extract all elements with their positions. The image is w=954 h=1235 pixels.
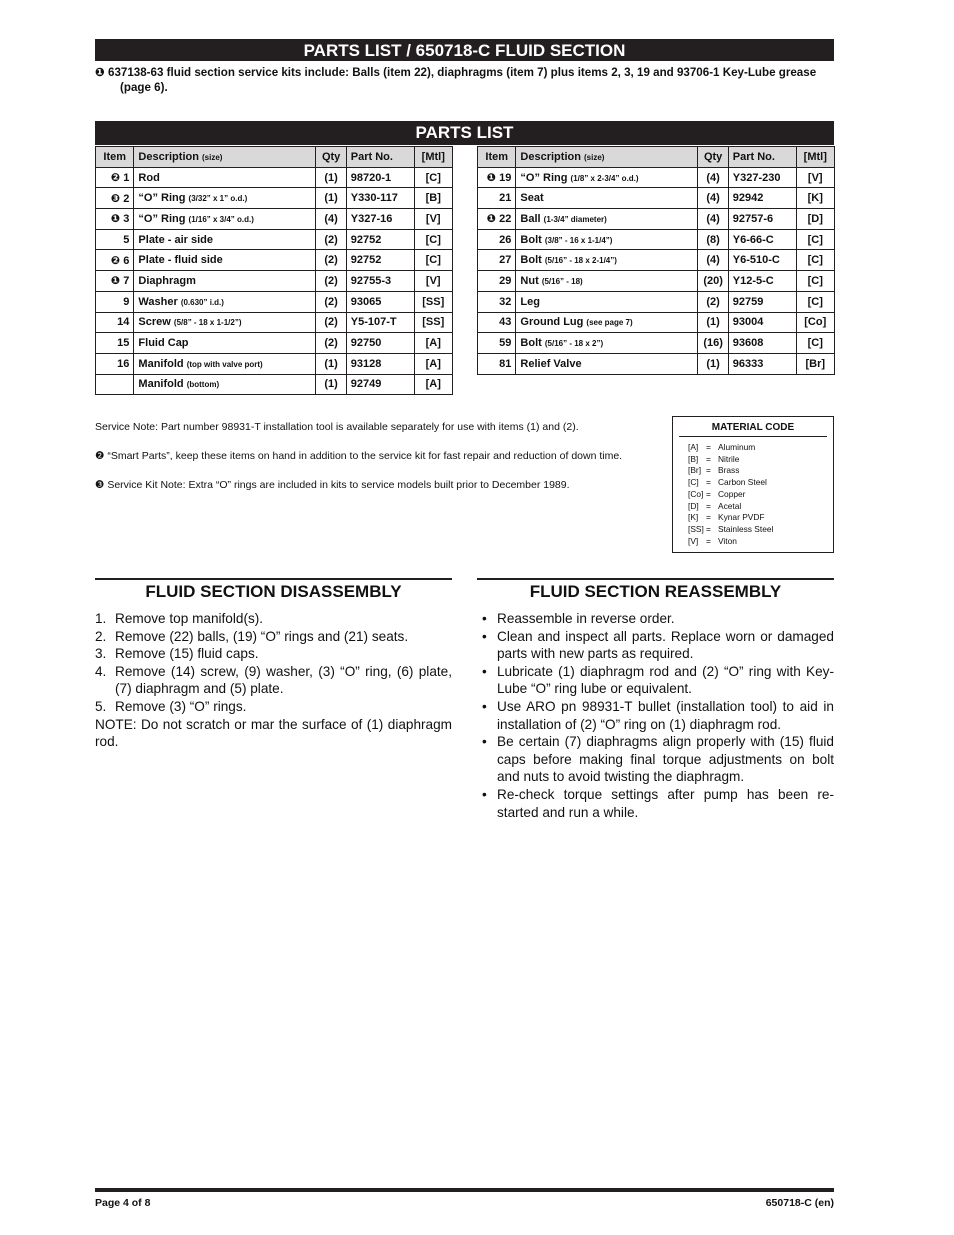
description-text: Plate - fluid side: [138, 254, 223, 267]
table-row: [478, 167, 835, 188]
description-cell: [134, 353, 316, 374]
kit-number-icon: ❶: [95, 66, 105, 79]
reassembly-steps: [477, 610, 834, 821]
item-number: 22: [499, 213, 512, 226]
part-number-cell: 92750: [346, 333, 414, 354]
description-cell: [134, 271, 316, 292]
item-cell: [96, 229, 134, 250]
material-code-item: [688, 465, 833, 477]
material-cell: [C]: [414, 250, 452, 271]
kit-note: [95, 65, 835, 95]
qty-cell: (1): [316, 167, 346, 188]
disassembly-note: NOTE: Do not scratch or mar the surface of (1) diaphragm rod.: [95, 716, 452, 750]
part-number-cell: 92757-6: [728, 209, 796, 230]
footer-rule: [95, 1188, 834, 1192]
item-number: 21: [499, 192, 512, 205]
step-text: Reassemble in reverse order.: [497, 611, 675, 626]
reassembly-heading: FLUID SECTION REASSEMBLY: [477, 578, 834, 604]
description-cell: [516, 271, 698, 292]
step-number: 5.: [95, 698, 107, 714]
step-text: Lubricate (1) diaphragm rod and (2) “O” ring with Key-Lube “O” ring lube or equivalent.: [497, 663, 834, 697]
material-cell: [D]: [796, 209, 834, 230]
item-number: 14: [117, 316, 130, 329]
part-marker-icon: ❶: [486, 213, 497, 226]
table-row: [96, 188, 453, 209]
list-item: [95, 645, 452, 663]
qty-cell: (2): [316, 271, 346, 292]
size-text: (see page 7): [586, 318, 633, 328]
material-code: [Br]: [688, 465, 702, 476]
material-cell: [C]: [796, 333, 834, 354]
equals-sign: =: [706, 523, 711, 534]
part-number-cell: 92752: [346, 250, 414, 271]
step-number: 3.: [95, 646, 107, 662]
bullet-icon: •: [482, 663, 487, 679]
material-cell: [A]: [414, 353, 452, 374]
part-number-cell: 93128: [346, 353, 414, 374]
material-name: Carbon Steel: [718, 477, 767, 488]
material-name: Aluminum: [718, 442, 756, 452]
size-text: (0.630” i.d.): [180, 297, 224, 307]
description-text: “O” Ring: [520, 171, 568, 184]
equals-sign: =: [706, 535, 711, 546]
material-cell: [C]: [414, 229, 452, 250]
part-marker-icon: ❷: [110, 254, 121, 267]
description-cell: [134, 312, 316, 333]
material-code-item: [688, 524, 833, 536]
list-item: [95, 663, 452, 698]
table-row: [478, 250, 835, 271]
qty-cell: (2): [316, 229, 346, 250]
item-cell: [96, 271, 134, 292]
page-title: PARTS LIST / 650718-C FLUID SECTION: [95, 39, 834, 61]
item-number: 1: [123, 172, 130, 185]
qty-cell: (8): [698, 229, 728, 250]
item-cell: [96, 374, 134, 395]
step-text: Remove top manifold(s).: [115, 611, 264, 626]
material-cell: [A]: [414, 333, 452, 354]
list-item: [477, 698, 834, 733]
table-row: [96, 374, 453, 395]
item-number: 43: [499, 316, 512, 329]
material-cell: [C]: [796, 291, 834, 312]
qty-cell: (2): [316, 333, 346, 354]
service-notes: [95, 420, 655, 507]
description-text: Bolt: [520, 254, 542, 267]
material-cell: [V]: [414, 271, 452, 292]
description-cell: [516, 291, 698, 312]
description-cell: [134, 291, 316, 312]
parts-table-left: [95, 146, 453, 395]
description-text: Rod: [138, 171, 160, 184]
qty-cell: (1): [698, 353, 728, 374]
size-text: (3/8” - 16 x 1-1/4”): [544, 235, 613, 245]
list-item: [477, 786, 834, 821]
material-code: [A]: [688, 442, 699, 452]
equals-sign: =: [706, 488, 711, 499]
equals-sign: =: [706, 453, 711, 464]
disassembly-section: [95, 578, 452, 751]
kit-note-icon: ❸: [95, 479, 105, 491]
step-text: Remove (14) screw, (9) washer, (3) “O” ring, (6) plate, (7) diaphragm and (5) plate.: [115, 663, 452, 697]
material-cell: [A]: [414, 374, 452, 395]
item-cell: [478, 333, 516, 354]
item-cell: [478, 353, 516, 374]
description-cell: [516, 229, 698, 250]
bullet-icon: •: [482, 698, 487, 714]
qty-cell: (2): [316, 250, 346, 271]
material-name: Copper: [718, 488, 746, 499]
item-number: 15: [117, 337, 130, 350]
description-text: Manifold: [138, 357, 184, 370]
material-code: [K]: [688, 512, 699, 523]
material-code-box: [672, 416, 834, 553]
item-cell: [96, 167, 134, 188]
size-text: (5/16” - 18): [541, 276, 583, 286]
material-code-item: [688, 454, 833, 466]
equals-sign: =: [706, 465, 711, 476]
equals-sign: =: [706, 512, 711, 523]
material-code: [C]: [688, 477, 699, 488]
description-text: Ball: [520, 212, 541, 225]
table-header-row: [478, 147, 835, 168]
step-number: 4.: [95, 663, 107, 679]
item-number: 2: [123, 192, 130, 205]
smart-parts-note: ❷ “Smart Parts”, keep these items on hand in addition to the service kit for fast repair and reduction of down time.: [95, 450, 623, 462]
description-cell: [516, 188, 698, 209]
size-text: (bottom): [186, 380, 220, 390]
part-number-cell: Y6-66-C: [728, 229, 796, 250]
material-cell: [V]: [796, 167, 834, 188]
equals-sign: =: [706, 500, 711, 511]
table-row: [96, 312, 453, 333]
part-number-cell: 98720-1: [346, 167, 414, 188]
description-text: Relief Valve: [520, 357, 582, 370]
part-number-cell: Y330-117: [346, 188, 414, 209]
description-text: Bolt: [520, 337, 542, 350]
description-cell: [516, 312, 698, 333]
list-item: [95, 610, 452, 628]
item-number: 9: [123, 295, 130, 308]
qty-cell: (20): [698, 271, 728, 292]
size-text: (5/8” - 18 x 1-1/2”): [173, 318, 242, 328]
smart-parts-icon: ❷: [95, 450, 105, 462]
description-cell: [516, 167, 698, 188]
item-number: 19: [499, 172, 512, 185]
part-number-cell: Y12-5-C: [728, 271, 796, 292]
list-item: [477, 628, 834, 663]
table-row: [96, 250, 453, 271]
item-number: 16: [117, 357, 130, 370]
description-text: “O” Ring: [138, 192, 186, 205]
material-code-item: [688, 442, 833, 454]
table-row: [478, 353, 835, 374]
table-row: [96, 209, 453, 230]
step-text: Remove (22) balls, (19) “O” rings and (21) seats.: [115, 628, 409, 644]
material-name: Stainless Steel: [718, 523, 774, 534]
qty-cell: (2): [698, 291, 728, 312]
item-number: 6: [123, 254, 130, 267]
item-cell: [478, 167, 516, 188]
table-row: [478, 333, 835, 354]
table-row: [96, 229, 453, 250]
material-cell: [C]: [796, 271, 834, 292]
material-cell: [SS]: [414, 291, 452, 312]
material-name: Viton: [718, 535, 737, 546]
disassembly-heading: FLUID SECTION DISASSEMBLY: [95, 578, 452, 604]
part-marker-icon: ❶: [486, 172, 497, 185]
part-marker-icon: ❶: [110, 275, 121, 288]
qty-cell: (16): [698, 333, 728, 354]
size-text: (1-3/4” diameter): [543, 214, 607, 224]
description-text: Nut: [520, 274, 539, 287]
col-qty: Qty: [316, 147, 346, 168]
table-row: [96, 353, 453, 374]
description-cell: [516, 209, 698, 230]
description-text: Screw: [138, 316, 171, 329]
part-number-cell: 92752: [346, 229, 414, 250]
item-number: 59: [499, 337, 512, 350]
item-number: 27: [499, 254, 512, 267]
step-text: Remove (3) “O” rings.: [115, 698, 247, 714]
part-marker-icon: ❷: [110, 172, 121, 185]
item-cell: [96, 250, 134, 271]
table-row: [96, 291, 453, 312]
description-text: Diaphragm: [138, 274, 196, 287]
material-name: Nitrile: [718, 453, 740, 464]
qty-cell: (4): [698, 167, 728, 188]
item-cell: [478, 312, 516, 333]
description-cell: [134, 209, 316, 230]
size-text: (5/16” - 18 x 2-1/4”): [544, 256, 617, 266]
item-number: 81: [499, 357, 512, 370]
description-text: Washer: [138, 295, 178, 308]
table-header-row: [96, 147, 453, 168]
disassembly-steps: [95, 610, 452, 716]
qty-cell: (4): [698, 250, 728, 271]
step-text: Clean and inspect all parts. Replace worn or damaged parts with new parts as required.: [497, 628, 834, 662]
item-cell: [478, 188, 516, 209]
description-cell: [134, 229, 316, 250]
material-cell: [B]: [414, 188, 452, 209]
table-row: [478, 291, 835, 312]
bullet-icon: •: [482, 734, 487, 750]
material-code: [D]: [688, 500, 699, 511]
material-code: [B]: [688, 453, 699, 464]
item-cell: [478, 209, 516, 230]
table-row: [478, 312, 835, 333]
table-row: [96, 333, 453, 354]
description-text: Fluid Cap: [138, 337, 189, 350]
qty-cell: (1): [316, 374, 346, 395]
document-number: 650718-C (en): [765, 1197, 834, 1209]
list-item: [477, 733, 834, 786]
qty-cell: (2): [316, 312, 346, 333]
kit-service-note: ❸ Service Kit Note: Extra “O” rings are included in kits to service models built prior to December 1989.: [95, 479, 570, 491]
material-code-item: [688, 489, 833, 501]
description-cell: [134, 167, 316, 188]
part-number-cell: Y6-510-C: [728, 250, 796, 271]
qty-cell: (4): [316, 209, 346, 230]
parts-list-heading: PARTS LIST: [95, 121, 834, 145]
table-row: [478, 209, 835, 230]
step-text: Remove (15) fluid caps.: [115, 646, 259, 662]
bullet-icon: •: [482, 628, 487, 644]
part-number-cell: 92749: [346, 374, 414, 395]
table-row: [96, 271, 453, 292]
size-text: (1/8” x 2-3/4” o.d.): [570, 173, 639, 183]
item-cell: [96, 312, 134, 333]
step-number: 1.: [95, 611, 107, 626]
material-cell: [C]: [796, 250, 834, 271]
step-text: Be certain (7) diaphragms align properly with (15) fluid caps before making final torque adjustments on bolt and nuts to avoid twisting the diaphragm.: [497, 734, 834, 785]
part-number-cell: 93004: [728, 312, 796, 333]
parts-table-right: [477, 146, 835, 375]
material-cell: [C]: [414, 167, 452, 188]
description-cell: [516, 250, 698, 271]
part-number-cell: 93065: [346, 291, 414, 312]
equals-sign: =: [706, 442, 711, 452]
col-item: Item: [478, 147, 516, 168]
size-text: (top with valve port): [186, 359, 263, 369]
description-cell: [516, 333, 698, 354]
col-item: Item: [96, 147, 134, 168]
material-cell: [K]: [796, 188, 834, 209]
equals-sign: =: [706, 477, 711, 488]
item-cell: [96, 353, 134, 374]
step-text: Use ARO pn 98931-T bullet (installation tool) to aid in installation of (2) “O” ring on (1) diaphragm rod.: [497, 698, 834, 732]
step-number: 2.: [95, 628, 107, 644]
description-text: Plate - air side: [138, 233, 214, 246]
qty-cell: (1): [316, 188, 346, 209]
table-row: [478, 271, 835, 292]
material-cell: [SS]: [414, 312, 452, 333]
list-item: [95, 698, 452, 716]
item-cell: [478, 250, 516, 271]
size-text: (5/16” - 18 x 2”): [544, 339, 604, 349]
description-cell: [134, 374, 316, 395]
part-number-cell: 96333: [728, 353, 796, 374]
material-code: [SS]: [688, 523, 704, 534]
description-cell: [134, 250, 316, 271]
item-number: 29: [499, 274, 512, 287]
part-number-cell: Y327-230: [728, 167, 796, 188]
item-number: 26: [499, 233, 512, 246]
list-item: [477, 610, 834, 628]
description-text: Bolt: [520, 233, 542, 246]
item-cell: [96, 333, 134, 354]
material-code: [Co]: [688, 488, 704, 499]
item-number: 7: [123, 275, 130, 288]
description-cell: [516, 353, 698, 374]
material-name: Kynar PVDF: [718, 512, 765, 523]
material-code: [V]: [688, 535, 699, 546]
part-number-cell: Y5-107-T: [346, 312, 414, 333]
col-part-no: Part No.: [346, 147, 414, 168]
description-text: Manifold: [138, 378, 184, 391]
material-code-item: [688, 512, 833, 524]
item-number: 32: [499, 295, 512, 308]
part-number-cell: 92942: [728, 188, 796, 209]
table-row: [478, 229, 835, 250]
item-number: 3: [123, 213, 130, 226]
material-cell: [Br]: [796, 353, 834, 374]
material-code-list: [688, 442, 833, 547]
item-cell: [96, 188, 134, 209]
material-cell: [Co]: [796, 312, 834, 333]
list-item: [477, 663, 834, 698]
list-item: [95, 628, 452, 646]
material-cell: [C]: [796, 229, 834, 250]
col-qty: Qty: [698, 147, 728, 168]
part-marker-icon: ❶: [110, 213, 121, 226]
col-part-no: Part No.: [728, 147, 796, 168]
qty-cell: (1): [698, 312, 728, 333]
table-row: [478, 188, 835, 209]
col-description: Description (size): [516, 147, 698, 168]
item-cell: [96, 291, 134, 312]
qty-cell: (1): [316, 353, 346, 374]
col-mtl: [Mtl]: [414, 147, 452, 168]
material-code-item: [688, 536, 833, 548]
table-row: [96, 167, 453, 188]
size-text: (1/16” x 3/4” o.d.): [188, 214, 254, 224]
item-number: 5: [123, 233, 130, 246]
description-cell: [134, 333, 316, 354]
part-marker-icon: ❸: [110, 192, 121, 205]
item-cell: [96, 209, 134, 230]
col-description: Description (size): [134, 147, 316, 168]
part-number-cell: 92759: [728, 291, 796, 312]
item-cell: [478, 291, 516, 312]
step-text: Re-check torque settings after pump has been re-started and run a while.: [497, 786, 834, 820]
bullet-icon: •: [482, 786, 487, 802]
reassembly-section: [477, 578, 834, 821]
kit-note-text: 637138-63 fluid section service kits include: Balls (item 22), diaphragms (item 7) plus items 2, 3, 19 and 93706-1 Key-Lube grease (page 6).: [108, 66, 817, 94]
part-number-cell: 93608: [728, 333, 796, 354]
col-mtl: [Mtl]: [796, 147, 834, 168]
item-cell: [478, 229, 516, 250]
qty-cell: (4): [698, 188, 728, 209]
qty-cell: (2): [316, 291, 346, 312]
material-code-item: [688, 477, 833, 489]
material-cell: [V]: [414, 209, 452, 230]
material-name: Acetal: [718, 500, 742, 511]
item-cell: [478, 271, 516, 292]
description-text: Ground Lug: [520, 316, 584, 329]
material-name: Brass: [718, 465, 740, 476]
description-text: “O” Ring: [138, 212, 186, 225]
bullet-icon: •: [482, 611, 487, 626]
description-cell: [134, 188, 316, 209]
material-code-item: [688, 501, 833, 513]
service-note: Service Note: Part number 98931-T installation tool is available separately for use with items (1) and (2).: [95, 421, 579, 433]
description-text: Seat: [520, 192, 544, 205]
part-number-cell: 92755-3: [346, 271, 414, 292]
size-text: (3/32” x 1” o.d.): [188, 194, 248, 204]
description-text: Leg: [520, 295, 540, 308]
page-number: Page 4 of 8: [95, 1197, 151, 1209]
material-code-heading: MATERIAL CODE: [679, 422, 827, 437]
qty-cell: (4): [698, 209, 728, 230]
part-number-cell: Y327-16: [346, 209, 414, 230]
